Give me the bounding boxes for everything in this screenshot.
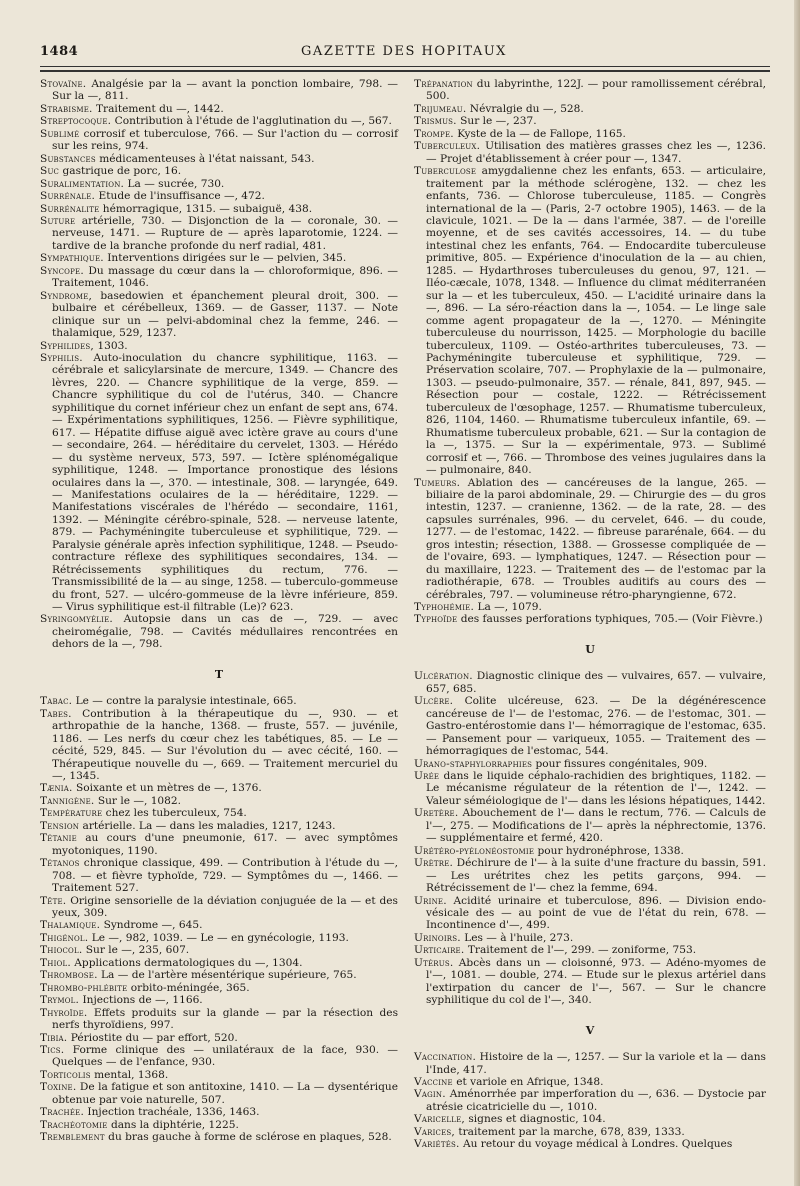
entry-text: dans la diphtérie, 1225. [110,1118,239,1131]
entry-headword: Tuberculeux. [414,140,481,153]
entry-headword: Tabac. [40,695,73,708]
index-entry [40,103,398,115]
entry-headword: Tuberculose [414,165,477,178]
entry-headword: Trompe. [414,127,454,140]
entry-headword: Typhoïde [414,613,458,626]
index-entry [40,708,398,783]
index-entry [40,795,398,807]
left-column [40,78,398,1144]
journal-title: GAZETTE DES HOPITAUX [301,44,507,59]
index-entry [414,78,766,103]
index-entry [414,944,766,956]
entry-headword: Thigénol. [40,931,89,944]
entry-text: Autopsie dans un cas de —, 729. — avec cheiromégalie, 798. — Cavités médullaires rencontrées en dehors de la —, 798. [52,613,399,651]
index-entry [414,807,766,844]
index-entry [40,613,398,650]
entry-text: Ablation des — cancéreuses de la langue, 265. — biliaire de la paroi abdominale, 29. — Chirurgie des — du gros intestin, 1237. — cranienne, 1362. — de la rate, 28. — des capsules surrénales, 996. — du cervelet, 646. — du coude, 1277. — de l'estomac, 1422. — fibreuse pararénale, 664. — du gros intestin; résection, 1388. — Grossesse compliquée de — de l'ovaire, 693. — lymphatiques, 1247. — Résection pour — du maxillaire, 1223. — Traitement des — de l'estomac par la radiothérapie, 678. — Troubles auditifs au cours des — cérébrales, 797. — volumineuse rétro-pharyngienne, 672. [426,476,766,601]
index-entry [40,832,398,857]
entry-headword: Vagin. [414,1088,446,1101]
entry-text: chronique classique, 499. — Contribution à l'étude du —, 708. — et fièvre typhoïde, 729. — Symptômes du —, 1466. — Traitement 527. [52,857,398,895]
entry-text: Sur le —, 237. [460,115,537,128]
index-entry [40,128,398,153]
index-entry [40,1081,398,1106]
entry-headword: Trismus. [414,115,457,128]
entries-u [414,670,766,1006]
entry-headword: Ulcère. [414,695,454,708]
entry-text: Névralgie du —, 528. [469,102,584,115]
entry-text: La — sucrée, 730. [127,177,225,190]
index-entry [40,1069,398,1081]
index-entry [40,1119,398,1131]
index-entry [414,1076,766,1088]
entry-text: La —, 1079. [477,601,542,614]
entry-text: orbito-méningée, 365. [130,981,250,994]
index-entry [414,1051,766,1076]
entry-text: Les — à l'huile, 273. [464,931,574,944]
index-entry [40,969,398,981]
entry-headword: Substances [40,152,96,165]
entry-text: Interventions dirigées sur le — pelvien, 345. [107,252,347,265]
page-edge [794,0,800,1186]
entry-text: Colite ulcéreuse, 623. — De la dégénérescence cancéreuse de l'— de l'estomac, 276. — de l'estomac, 301. — Gastro-entérostomie dans l'— hémorragique de l'estomac, 635. — Pansement pour — variqueux, 1055. — Traitement des — hémorragiques de l'estomac, 544. [426,695,766,758]
index-entry [40,165,398,177]
entry-headword: Syringomyélie. [40,613,113,626]
entry-headword: Surrénale. [40,190,96,203]
entry-headword: Typhohémie. [414,601,475,614]
index-entry [40,957,398,969]
entries-s [40,78,398,651]
index-entry [40,1106,398,1118]
entry-headword: Tétanie [40,832,77,845]
entry-text: Diagnostic clinique des — vulvaires, 657. — vulvaire, 657, 685. [426,670,766,695]
entry-text: Périostite du — par effort, 520. [70,1031,238,1044]
entry-headword: Tabes. [40,707,72,720]
entry-text: Aménorrhée par imperforation du —, 636. — Dystocie par atrésie cicatricielle du —, 1010. [426,1088,766,1113]
entry-text: Acidité urinaire et tuberculose, 896. — Division endo-vésicale des — au point de vue de l'état du rein, 678. — Incontinence d'—, 499. [426,894,766,932]
entry-text: Sur le —, 1082. [97,794,182,807]
entry-text: Forme clinique des — unilatéraux de la face, 930. — Quelques — de l'enfance, 930. [52,1043,398,1069]
index-entry [40,982,398,994]
entry-text: médicamenteuses à l'état naissant, 543. [99,152,315,165]
section-letter-u: U [585,642,595,656]
entry-headword: Urée [414,770,440,783]
index-entry [40,352,398,614]
entry-text: basedowien et épanchement pleural droit, 300. — bulbaire et cérébelleux, 1369. — de Gasser, 1137. — Note clinique sur un — pelvi-abdominal chez la femme, 246. — thalamique, 529, 1237. [52,289,398,340]
page-number: 1484 [40,44,79,59]
entry-text: gastrique de porc, 16. [62,165,182,178]
entry-text: amygdalienne chez les enfants, 653. — articulaire, traitement par la méthode sclérogène, 132. — chez les enfants, 736. — Chlorose tuberculeuse, 1185. — Congrès international de la — (Paris, 2-7 octobre 1905), 1463. — de la clavicule, 1021. — De la — dans l'armée, 387. — de l'oreille moyenne, et de ses cavités accessoires, 14. — du tube intestinal chez les enfants, 764. — Endocardite tuberculeuse primitive, 805. — Expérience d'inoculation de la — au chien, 1285. — Hydarthroses tuberculeuses du genou, 97, 121. — Iléo-cæcale, 1078, 1348. — Influence du climat méditerranéen sur la — et les tuberculeux, 450. — L'acidité urinaire dans la —, 896. — La séro-réaction dans la —, 1054. — Le linge sale comme agent propagateur de la —, 1270. — Méningite tuberculeuse du nourrisson, 1425. — Morphologie du bacille tuberculeux, 1109. — Ostéo-arthrites tuberculeuses, 73. — Pachyméningite tuberculeuse et syphilitique, 729. — Préservation scolaire, 707. — Prophylaxie de la — pulmonaire, 1303. — pseudo-pulmonaire, 357. — rénale, 841, 897, 945. — Résection pour — costale, 1222. — Rétrécissement tuberculeux de l'œsophage, 1257. — Rhumatisme tuberculeux, 826, 1104, 1460. — Rhumatisme tuberculeux infantile, 69. — Rhumatisme tuberculeux probable, 621. — Sur la contagion de la —, 1375. — Sur la — expérimentale, 973. — Sublimé corrosif et —, 766. — Thrombose des veines jugulaires dans la — pulmonaire, 840. [426,165,766,477]
index-entry [414,128,766,140]
entry-headword: Tremblement [40,1131,105,1144]
index-entry [414,857,766,894]
entry-headword: Urètre. [414,857,454,870]
entry-text: corrosif et tuberculose, 766. — Sur l'action du — corrosif sur les reins, 974. [52,127,398,153]
index-entry [414,932,766,944]
entry-text: Abouchement de l'— dans le rectum, 776. — Calculs de l'—, 275. — Modifications de l'— après la néphrectomie, 1376. — supplémentaire et fermé, 420. [426,807,767,845]
entry-headword: Ulcération. [414,670,473,683]
entry-text: et variole en Afrique, 1348. [456,1075,604,1088]
entry-text: Etude de l'insuffisance —, 472. [98,190,265,203]
entry-headword: Suture [40,214,76,227]
index-entry [414,670,766,695]
entry-headword: Tête. [40,894,67,907]
entry-text: Traitement du —, 1442. [95,102,224,115]
entry-text: Au retour du voyage médical à Londres. Quelques [462,1138,733,1151]
page-header [40,44,768,66]
entry-headword: Syphilis. [40,351,83,364]
index-entry [414,477,766,602]
entry-text: Le — contre la paralysie intestinale, 665. [75,695,297,708]
entry-headword: Tannigène. [40,794,95,807]
entry-headword: Trépanation [414,78,473,90]
entry-text: du labyrinthe, 122J. — pour ramollissement cérébral, 500. [426,78,766,103]
entry-headword: Uretère. [414,807,459,820]
index-entry [40,178,398,190]
index-entry [40,857,398,894]
entry-headword: Stovaïne. [40,78,87,90]
index-entry [414,140,766,165]
entry-text: Contribution à la thérapeutique du —, 930. — et arthropathie de la hanche, 1368. — fruste, 557. — juvénile, 1186. — Les nerfs du cœur chez les tabétiques, 85. — Le — cécité, 529, 845. — Sur l'évolution du — avec cécité, 160. — Thérapeutique nouvelle du —, 669. — Traitement mercuriel du —, 1345. [52,707,398,783]
entries-v [414,1051,766,1151]
entry-headword: Tænia. [40,782,73,795]
entry-text: traitement par la marche, 678, 839, 1333. [458,1125,685,1138]
entry-text: artérielle, 730. — Disjonction de la — coronale, 30. — nerveuse, 1471. — Rupture de — après laparotomie, 1224. — tardive de la branche profonde du nerf radial, 481. [52,214,398,252]
entry-text: chez les tuberculeux, 754. [105,807,247,820]
entry-headword: Tics. [40,1043,65,1056]
entry-text: 1303. [97,339,128,352]
index-entry [40,994,398,1006]
entry-headword: Varices, [414,1125,455,1138]
entry-text: Kyste de la — de Fallope, 1165. [457,127,626,140]
entry-text: Utilisation des matières grasses chez les —, 1236. — Projet d'établissement à créer pour —, 1347. [426,140,766,165]
entry-text: artérielle. La — dans les maladies, 1217, 1243. [82,819,336,832]
section-letter-v: V [585,1023,595,1037]
entry-headword: Strabisme. [40,102,93,115]
index-entry [414,895,766,932]
section-letter-t: T [214,667,224,681]
index-entry [40,807,398,819]
entry-headword: Thyroïde. [40,1006,88,1019]
index-entry [40,932,398,944]
entry-text: Du massage du cœur dans la — chloroformique, 896. — Traitement, 1046. [52,264,398,290]
entry-headword: Thrombo-phlébite [40,981,128,994]
index-entry [414,1113,766,1125]
entry-headword: Suralimentation. [40,177,125,190]
index-entry [414,601,766,613]
entry-headword: Trijumeau. [414,102,467,115]
entry-headword: Torticolis [40,1068,91,1081]
entry-headword: Température [40,807,103,820]
entry-text: Abcès dans un — cloisonné, 973. — Adéno-myomes de l'—, 1081. — double, 274. — Etude sur le plexus artériel dans l'extirpation du cancer de l'—, 567. — Sur le chancre syphilitique du col de l'—, 340. [426,956,766,1007]
index-entry [414,957,766,1007]
index-entry [414,613,766,625]
entry-headword: Urinoirs. [414,931,461,944]
right-column [414,78,766,1151]
index-entry [414,1088,766,1113]
index-entry [414,845,766,857]
entry-headword: Thrombose. [40,969,98,982]
entry-headword: Varicelle, [414,1113,465,1126]
entry-headword: Trachéotomie [40,1118,108,1131]
entry-headword: Variétés. [414,1138,460,1151]
entry-headword: Syphilides, [40,339,94,352]
index-entry [40,290,398,340]
entry-text: Applications dermatologiques du —, 1304. [74,956,303,969]
entry-headword: Thalamique. [40,919,101,932]
entry-text: pour hydronéphrose, 1338. [537,844,684,857]
entry-headword: Vaccination. [414,1051,477,1064]
entry-text: Injections de —, 1166. [82,994,203,1007]
index-entry [40,203,398,215]
index-entry [40,1032,398,1044]
index-entry [40,1007,398,1032]
entry-headword: Vaccine [414,1075,453,1088]
entry-text: Soixante et un mètres de —, 1376. [75,782,262,795]
index-entry [40,1131,398,1143]
header-rule-thin [40,66,770,67]
index-entry [40,919,398,931]
entry-text: Auto-inoculation du chancre syphilitique, 1163. — cérébrale et salicylarsinate de mercure, 1349. — Chancre des lèvres, 220. — Chancre syphilitique de la verge, 859. — Chancre syphilitique du col de l'utérus, 340. — Chancre syphilitique du cornet inférieur chez un enfant de sept ans, 674. — Expérimentations syphilitiques, 1256. — Fièvre syphilitique, 617. — Hépatite diffuse aiguë avec ictère grave au cours d'une — secondaire, 264. — héréditaire du cervelet, 1303. — Hérédo — du système nerveux, 573, 597. — Ictère splénomégalique syphilitique, 1248. — Importance pronostique des lésions oculaires dans la —, 370. — intestinale, 308. — laryngée, 649. — Manifestations oculaires de la — héréditaire, 1229. — Manifestations viscérales de l'hérédo — secondaire, 1161, 1392. — Méningite cérébro-spinale, 528. — nerveuse latente, 879. — Pachyméningite tuberculeuse et syphilitique, 729. — Paralysie générale après infection syphilitique, 1248. — Pseudo-contracture réflexe des syphilitiques secondaires, 134. — Rétrécissements syphilitiques du rectum, 776. — Transmissibilité de la — au singe, 1258. — tuberculo-gommeuse du front, 527. — ulcéro-gommeuse de la lèvre inférieure, 859. — Virus syphilitique est-il filtrable (Le)? 623. [52,351,398,614]
entry-headword: Trachée. [40,1106,85,1119]
index-entry [40,895,398,920]
entry-text: Syndrome —, 645. [103,919,203,932]
entry-text: signes et diagnostic, 104. [468,1113,606,1126]
entry-headword: Surrénalite [40,202,100,215]
entry-headword: Streptocoque. [40,115,112,128]
entry-headword: Tétanos [40,857,80,870]
index-entry [414,103,766,115]
index-entry [40,265,398,290]
entry-text: des fausses perforations typhiques, 705.— (Voir Fièvre.) [460,613,763,626]
entry-headword: Thiocol. [40,944,83,957]
entry-text: hémorragique, 1315. — subaiguë, 438. [102,202,313,215]
entry-text: Effets produits sur la glande — par la résection des nerfs thyroïdiens, 997. [52,1006,399,1032]
index-entry [414,695,766,757]
index-entry [40,944,398,956]
entry-text: De la fatigue et son antitoxine, 1410. — La — dysentérique obtenue par voie naturelle, 507. [52,1081,398,1106]
entry-headword: Thiol. [40,956,71,969]
entry-text: Histoire de la —, 1257. — Sur la variole et la — dans l'Inde, 417. [426,1051,766,1076]
entry-text: pour fissures congénitales, 909. [535,757,708,770]
entry-text: Contribution à l'étude de l'agglutination du —, 567. [114,115,392,128]
entry-text: dans le liquide céphalo-rachidien des brightiques, 1182. — Le mécanisme régulateur de la rétention de l'—, 1242. — Valeur séméiologique de l'— dans les lésions hépatiques, 1442. [426,770,766,807]
entry-headword: Syncope. [40,264,84,277]
index-entry [414,1138,766,1150]
index-entry [40,1044,398,1069]
entry-headword: Suc [40,165,60,178]
entry-headword: Sublimé [40,127,80,140]
index-entry [40,820,398,832]
index-entry [40,782,398,794]
index-entry [40,252,398,264]
entry-headword: Tumeurs. [414,476,461,489]
index-entry [40,215,398,252]
index-entry [40,340,398,352]
entry-headword: Trymol. [40,994,80,1007]
entry-headword: Urine. [414,894,447,907]
entry-text: Le —, 982, 1039. — Le — en gynécologie, 1193. [91,931,349,944]
header-rule-thick [40,70,770,72]
index-entry [40,115,398,127]
index-entry [414,165,766,476]
index-entry [414,758,766,770]
entry-headword: Sympathique. [40,252,104,265]
entry-text: Origine sensorielle de la déviation conjuguée de la — et des yeux, 309. [52,894,398,919]
index-entry [40,695,398,707]
entry-headword: Urticaire. [414,944,465,957]
entry-headword: Urétéro-pyélonéostomie [414,844,535,857]
entry-headword: Syndrome, [40,289,93,302]
entry-headword: Tibia. [40,1031,68,1044]
index-entry [40,78,398,103]
entry-text: au cours d'une pneumonie, 617. — avec symptômes myotoniques, 1190. [52,832,398,857]
entry-text: Traitement de l'—, 299. — zoniforme, 753. [467,944,697,957]
entry-text: Injection trachéale, 1336, 1463. [87,1106,260,1119]
index-entry [414,770,766,807]
entry-headword: Toxine. [40,1081,77,1094]
entry-text: La — de l'artère mésentérique supérieure, 765. [101,969,357,982]
entries-t-continued [414,78,766,626]
entry-headword: Urano-staphylorraphies [414,757,533,770]
entry-text: Déchirure de l'— à la suite d'une fracture du bassin, 591. — Les urétrites chez les petits garçons, 994. — Rétrécissement de l'— chez la femme, 694. [426,857,766,895]
index-entry [414,115,766,127]
index-entry [414,1126,766,1138]
entry-headword: Utérus. [414,956,454,969]
entry-text: Sur le —, 235, 607. [85,944,190,957]
index-entry [40,153,398,165]
entry-text: Analgésie par la — avant la ponction lombaire, 798. — Sur la —, 811. [52,78,398,103]
entries-t [40,695,398,1143]
index-entry [40,190,398,202]
entry-headword: Tension [40,819,80,832]
entry-text: mental, 1368. [94,1068,169,1081]
entry-text: du bras gauche à forme de sclérose en plaques, 528. [108,1131,392,1144]
